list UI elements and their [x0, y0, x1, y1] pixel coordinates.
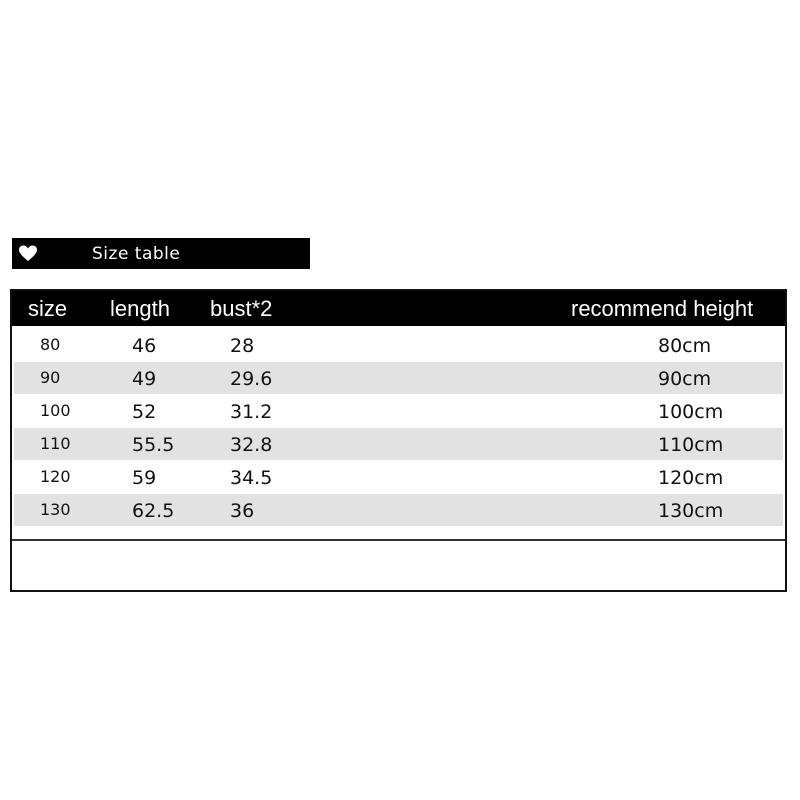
- cell-bust: 29.6: [230, 368, 273, 390]
- size-table-title: Size table: [92, 244, 181, 264]
- cell-size: 90: [40, 368, 61, 387]
- table-row: [14, 428, 783, 460]
- table-row: [14, 494, 783, 526]
- cell-height: 100cm: [658, 401, 724, 423]
- header-size: size: [28, 296, 68, 321]
- cell-bust: 32.8: [230, 434, 273, 456]
- cell-bust: 31.2: [230, 401, 273, 423]
- heart-icon: [18, 244, 38, 264]
- cell-height: 130cm: [658, 500, 724, 522]
- cell-bust: 28: [230, 335, 255, 357]
- cell-height: 110cm: [658, 434, 724, 456]
- cell-size: 100: [40, 401, 71, 420]
- table-row: [14, 395, 783, 427]
- cell-size: 80: [40, 335, 61, 354]
- cell-bust: 36: [230, 500, 255, 522]
- cell-size: 110: [40, 434, 71, 453]
- cell-height: 90cm: [658, 368, 712, 390]
- cell-length: 62.5: [132, 500, 175, 522]
- cell-length: 46: [132, 335, 157, 357]
- table-row: [14, 362, 783, 394]
- header-length: length: [110, 296, 170, 321]
- header-recommend-height: recommend height: [571, 296, 754, 321]
- table-divider: [12, 539, 785, 541]
- size-table: [10, 289, 787, 592]
- size-table-title-bar: [12, 238, 310, 269]
- header-bust: bust*2: [210, 296, 273, 321]
- cell-length: 55.5: [132, 434, 175, 456]
- table-row: [14, 461, 783, 493]
- cell-height: 120cm: [658, 467, 724, 489]
- cell-size: 130: [40, 500, 71, 519]
- table-header-row: [12, 291, 785, 326]
- table-row: [14, 329, 783, 361]
- cell-length: 52: [132, 401, 157, 423]
- cell-bust: 34.5: [230, 467, 273, 489]
- cell-height: 80cm: [658, 335, 712, 357]
- cell-size: 120: [40, 467, 71, 486]
- cell-length: 49: [132, 368, 157, 390]
- cell-length: 59: [132, 467, 157, 489]
